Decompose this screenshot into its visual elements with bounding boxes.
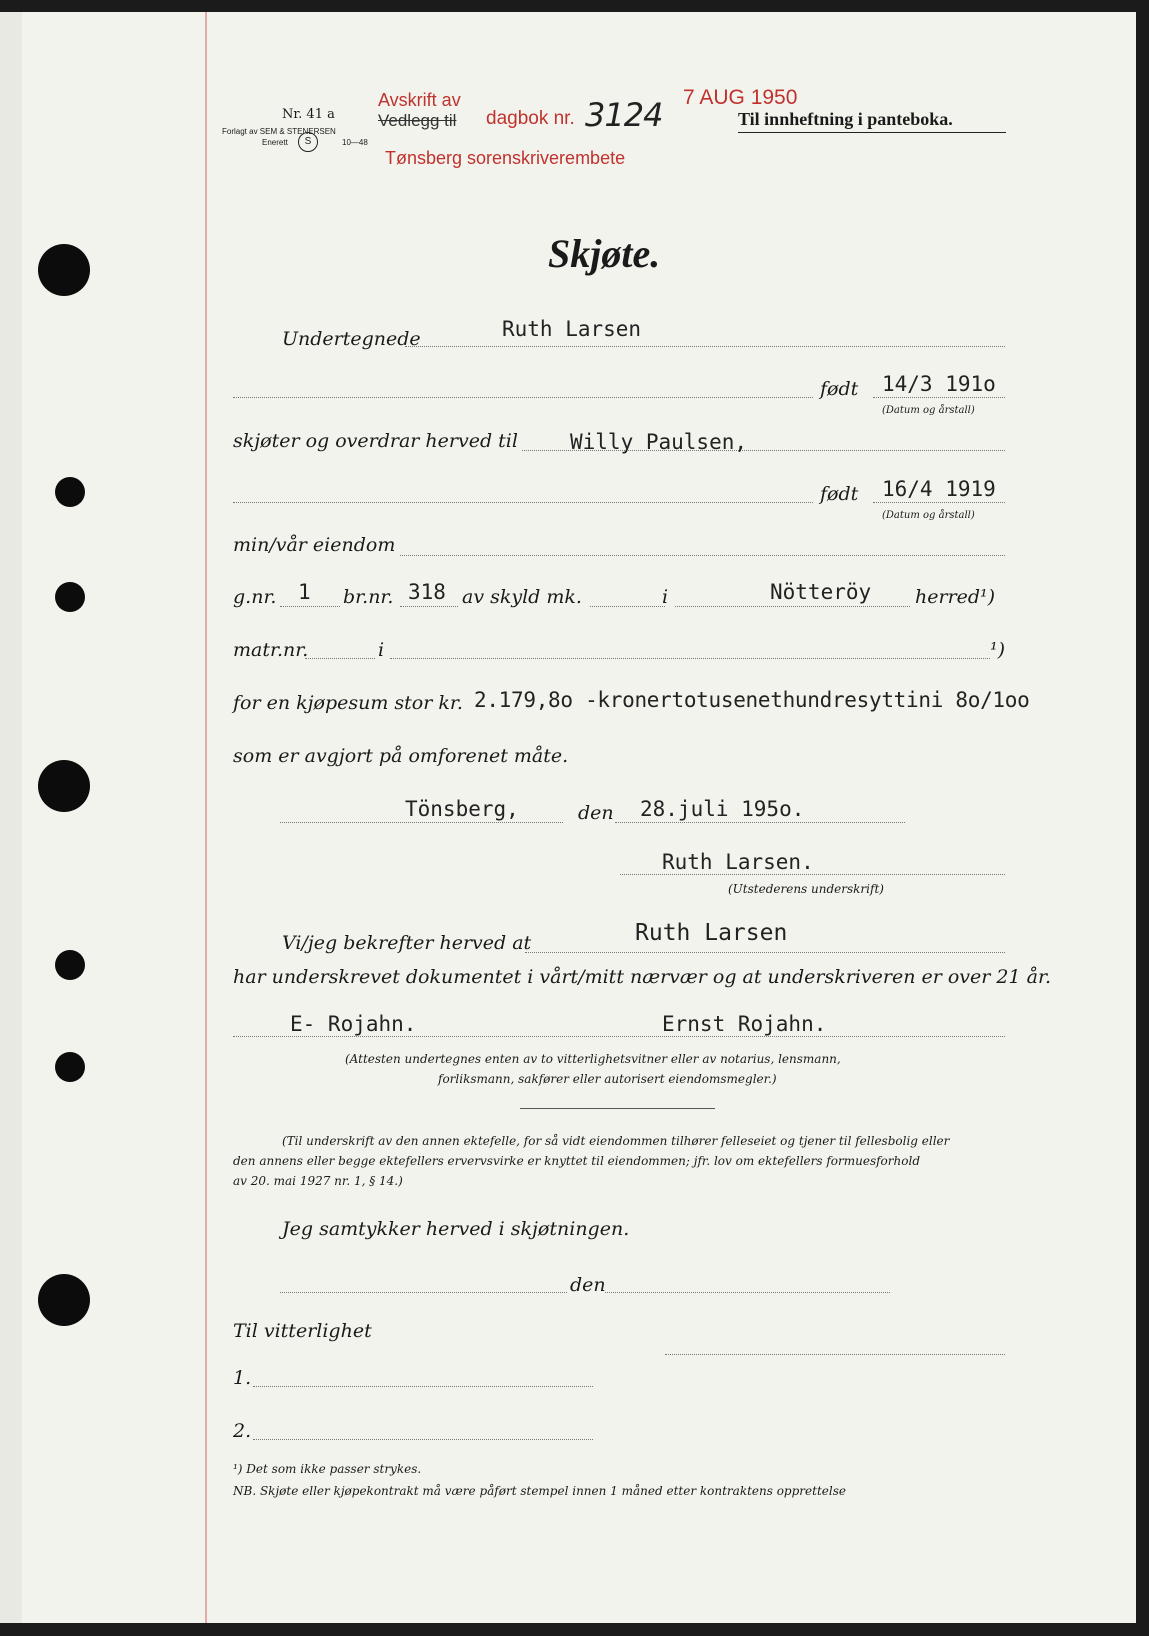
dotted-line	[233, 397, 813, 398]
kjopesum-value: 2.179,8o -kronertotusenethundresyttini 8o/1oo	[474, 688, 1030, 712]
dotted-line	[405, 346, 1005, 347]
fodt-label: født	[820, 378, 859, 400]
purpose-underline	[738, 132, 1006, 133]
dotted-line	[620, 874, 1005, 875]
buyer-value: Willy Paulsen,	[570, 430, 748, 454]
attest-note: forliksmann, sakfører eller autorisert eiendomsmegler.)	[438, 1072, 777, 1086]
dotted-line	[233, 502, 813, 503]
gnr-label: g.nr.	[233, 586, 277, 608]
dotted-line	[400, 555, 1005, 556]
dotted-line	[665, 1354, 1005, 1355]
fodt-2-value: 16/4 1919	[882, 477, 996, 501]
punch-hole	[55, 477, 85, 507]
attest-note: (Attesten undertegnes enten av to vitterlighetsvitner eller av notarius, lensmann,	[345, 1052, 841, 1066]
brnr-value: 318	[408, 580, 446, 604]
dotted-line	[873, 502, 1005, 503]
page-edge	[0, 12, 22, 1623]
nb-note: NB. Skjøte eller kjøpekontrakt må være påført stempel innen 1 måned etter kontraktens opprettelse	[233, 1484, 846, 1498]
dotted-line	[400, 606, 458, 607]
punch-hole	[55, 1052, 85, 1082]
dotted-line	[280, 822, 563, 823]
bekrefter-text: har underskrevet dokumentet i vårt/mitt nærvær og at underskriveren er over 21 år.	[233, 966, 1051, 988]
punch-hole	[38, 244, 90, 296]
datum-hint: (Datum og årstall)	[882, 405, 975, 416]
witness-line-2: 2.	[233, 1420, 252, 1442]
witness-1: E- Rojahn.	[290, 1012, 417, 1036]
dotted-line	[280, 1292, 567, 1293]
date-value: 28.juli 195o.	[640, 797, 805, 821]
dotted-line	[615, 822, 905, 823]
i-label: i	[662, 586, 669, 608]
signature-hint: (Utstederens underskrift)	[728, 882, 884, 896]
matr-label: matr.nr.	[233, 639, 309, 661]
witness-line-1: 1.	[233, 1367, 252, 1389]
matr-note: ¹)	[990, 639, 1006, 661]
publisher-line: Forlagt av SEM & STENERSEN	[222, 127, 336, 136]
signature-value: Ruth Larsen.	[662, 850, 814, 874]
kjopesum-label: for en kjøpesum stor kr.	[233, 692, 463, 714]
footnote: ¹) Det som ikke passer strykes.	[233, 1462, 422, 1476]
spouse-den-label: den	[570, 1274, 606, 1296]
dotted-line	[605, 1292, 890, 1293]
dotted-line	[390, 658, 990, 659]
punch-hole	[38, 1274, 90, 1326]
divider	[520, 1108, 715, 1109]
stamp-office: Tønsberg sorenskriverembete	[385, 148, 626, 168]
fodt-1-value: 14/3 191o	[882, 372, 996, 396]
stamp-avskrift: Avskrift av	[378, 90, 461, 110]
dotted-line	[525, 952, 1005, 953]
avgjort-text: som er avgjort på omforenet måte.	[233, 745, 569, 767]
dotted-line	[675, 606, 910, 607]
consent-text: Jeg samtykker herved i skjøtningen.	[282, 1218, 630, 1240]
stamp-struck: Vedlegg til	[378, 111, 457, 130]
dotted-line	[590, 606, 665, 607]
skjoter-label: skjøter og overdrar herved til	[233, 430, 518, 452]
witness-2: Ernst Rojahn.	[662, 1012, 827, 1036]
bekrefter-value: Ruth Larsen	[635, 920, 788, 946]
gnr-value: 1	[298, 580, 311, 604]
dotted-line	[305, 658, 375, 659]
dagbok-number: 3124	[585, 96, 663, 134]
margin-line	[205, 12, 207, 1623]
skyld-label: av skyld mk.	[462, 586, 582, 608]
publisher-date: 10—48	[342, 138, 368, 147]
undertegnede-label: Undertegnede	[282, 328, 421, 350]
publisher-enerett: Enerett	[262, 138, 288, 147]
dotted-line	[280, 606, 340, 607]
dotted-line	[233, 1036, 1005, 1037]
form-number: Nr. 41 a	[282, 107, 335, 122]
fodt-label: født	[820, 483, 859, 505]
spouse-note: den annens eller begge ektefellers ervervsvirke er knyttet til eiendommen; jfr. lov om ektefellers formuesforhold	[233, 1154, 920, 1168]
publisher-logo: S	[298, 132, 318, 152]
place-value: Tönsberg,	[405, 797, 519, 821]
purpose-text: Til innheftning i panteboka.	[738, 109, 953, 129]
document-page	[0, 12, 1136, 1623]
brnr-label: br.nr.	[343, 586, 394, 608]
stamp-date: 7 AUG 1950	[683, 86, 798, 109]
den-label: den	[578, 802, 614, 824]
datum-hint: (Datum og årstall)	[882, 510, 975, 521]
herred-label: herred¹)	[915, 586, 996, 608]
dotted-line	[253, 1386, 593, 1387]
undertegnede-value: Ruth Larsen	[502, 317, 642, 341]
page-title: Skjøte.	[548, 231, 661, 276]
herred-value: Nötteröy	[770, 580, 872, 604]
punch-hole	[55, 582, 85, 612]
punch-hole	[38, 760, 90, 812]
dotted-line	[253, 1439, 593, 1440]
dotted-line	[873, 397, 1005, 398]
matr-i: i	[378, 639, 385, 661]
stamp-dagbok-label: dagbok nr.	[486, 108, 575, 129]
bekrefter-label: Vi/jeg bekrefter herved at	[282, 932, 532, 954]
eiendom-label: min/vår eiendom	[233, 534, 396, 556]
spouse-note: av 20. mai 1927 nr. 1, § 14.)	[233, 1174, 403, 1188]
spouse-note: (Til underskrift av den annen ektefelle, for så vidt eiendommen tilhører felleseiet og tjener til fellesbolig eller	[282, 1134, 950, 1148]
vitterlighet-label: Til vitterlighet	[233, 1320, 372, 1342]
punch-hole	[55, 950, 85, 980]
